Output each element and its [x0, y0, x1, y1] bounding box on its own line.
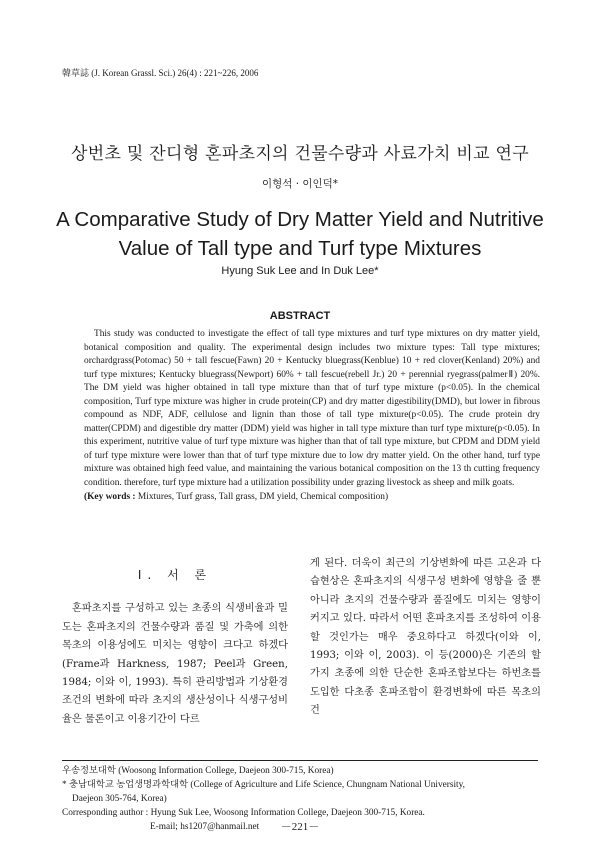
- keywords-label: (Key words :: [84, 491, 136, 502]
- abstract-text: This study was conducted to investigate the effect of tall type mixtures and turf type mixtures on dry matter yield, botanical composition and quality. The experimental design includes two mixture types: Tall type mixtures; orchardgrass(Potomac) 50 + tall fescue(Fawn) 20 + Kentucky bluegrass(Kenblue) 10 + red clover(Kenland) 20%) and turf type mixtures; Kentucky bluegrass(Newport) 60% + tall fescue(rebell Jr.) 20 + perennial ryegrass(palmerⅡ) 20%. The DM yield was higher obtained in tall type mixture than that of turf type mixture (p<0.05). In the chemical composition, Turf type mixture was higher in crude protein(CP) and dry matter digestibility(DMD), but lower in fibrous compound as NDF, ADF, cellulose and lignin than those of tall type mixture(p<0.05). The crude protein dry matter(CPDM) and digestible dry matter (DDM) yield was higher in tall type mixture than turf type mixture(p<0.05). In this experiment, nutritive value of turf type mixture was higher than that of tall type mixture, but CPDM and DDM yield of turf type mixture were lower than that of turf type mixture due to low dry matter yield. On the other hand, turf type mixture was obtained high feed value, and maintaining the various botanical composition on the 13 th cutting frequency condition. therefore, turf type mixture had a utilization possibility under grazing livestock as sheep and milk goats.: [84, 329, 540, 489]
- abstract-block: [84, 328, 540, 504]
- footnote-email: E-mail; hs1207@hanmail.net: [150, 822, 260, 832]
- section-title: Ⅰ. 서 론: [137, 568, 213, 582]
- page-number: －221－: [280, 821, 320, 833]
- left-column-text: 혼파초지를 구성하고 있는 초종의 식생비율과 밀도는 혼파초지의 건물수량과 품질 및 가축에 의한 목초의 이용성에도 미치는 영향이 크다고 하겠다(Frame과 Harkness, 1987; Peel과 Green, 1984; 이와 이, 1993). 특히 관리방법과 기상환경 조건의 변화에 따라 초지의 생산성이나 식생구성비율은 물론이고 이용기간이 다르: [62, 603, 288, 725]
- english-title: A Comparative Study of Dry Matter Yield and Nutritive Value of Tall type and Turf type Mixtures: [56, 208, 544, 260]
- keywords-text: Mixtures, Turf grass, Tall grass, DM yield, Chemical composition): [135, 491, 389, 502]
- footnote-affiliation-2: * 충남대학교 농업생명과학대학 (College of Agriculture and Life Science, Chungnam National University,: [62, 780, 465, 790]
- keywords: [84, 491, 540, 505]
- footnote-affiliation-1: 우송정보대학 (Woosong Information College, Daejeon 300-715, Korea): [62, 766, 334, 776]
- english-authors: Hyung Suk Lee and In Duk Lee*: [221, 265, 379, 277]
- journal-header: 韓草誌 (J. Korean Grassl. Sci.) 26(4) : 221~226, 2006: [62, 68, 259, 78]
- footnote-affiliation-2-cont: Daejeon 305-764, Korea): [72, 794, 167, 804]
- abstract-heading: ABSTRACT: [269, 310, 331, 322]
- right-column-text: 게 된다. 더욱이 최근의 기상변화에 따른 고온과 다습현상은 혼파초지의 식생구성 변화에 영향을 줄 뿐 아니라 초지의 건물수량과 품질에도 미치는 영향이 커지고 있다. 따라서 어떤 혼파초지를 조성하여 이용할 것인가는 매우 중요하다고 하겠다(이와 이, 1993; 이와 이, 2003). 이 등(2000)은 기존의 할 가지 초종에 의한 단순한 혼파조합보다는 하번초를 도입한 다초종 혼파조합이 환경변화에 따른 목초의 건: [310, 558, 541, 717]
- left-column: [62, 566, 288, 729]
- footnote-corresponding-author: Corresponding author : Hyung Suk Lee, Woosong Information College, Daejeon 300-715, Korea.: [62, 808, 425, 818]
- korean-authors: 이형석 · 이인덕*: [261, 178, 339, 190]
- korean-title: 상번초 및 잔디형 혼파초지의 건물수량과 사료가치 비교 연구: [71, 144, 529, 164]
- footnote-divider: [62, 760, 538, 761]
- right-column: [310, 555, 541, 721]
